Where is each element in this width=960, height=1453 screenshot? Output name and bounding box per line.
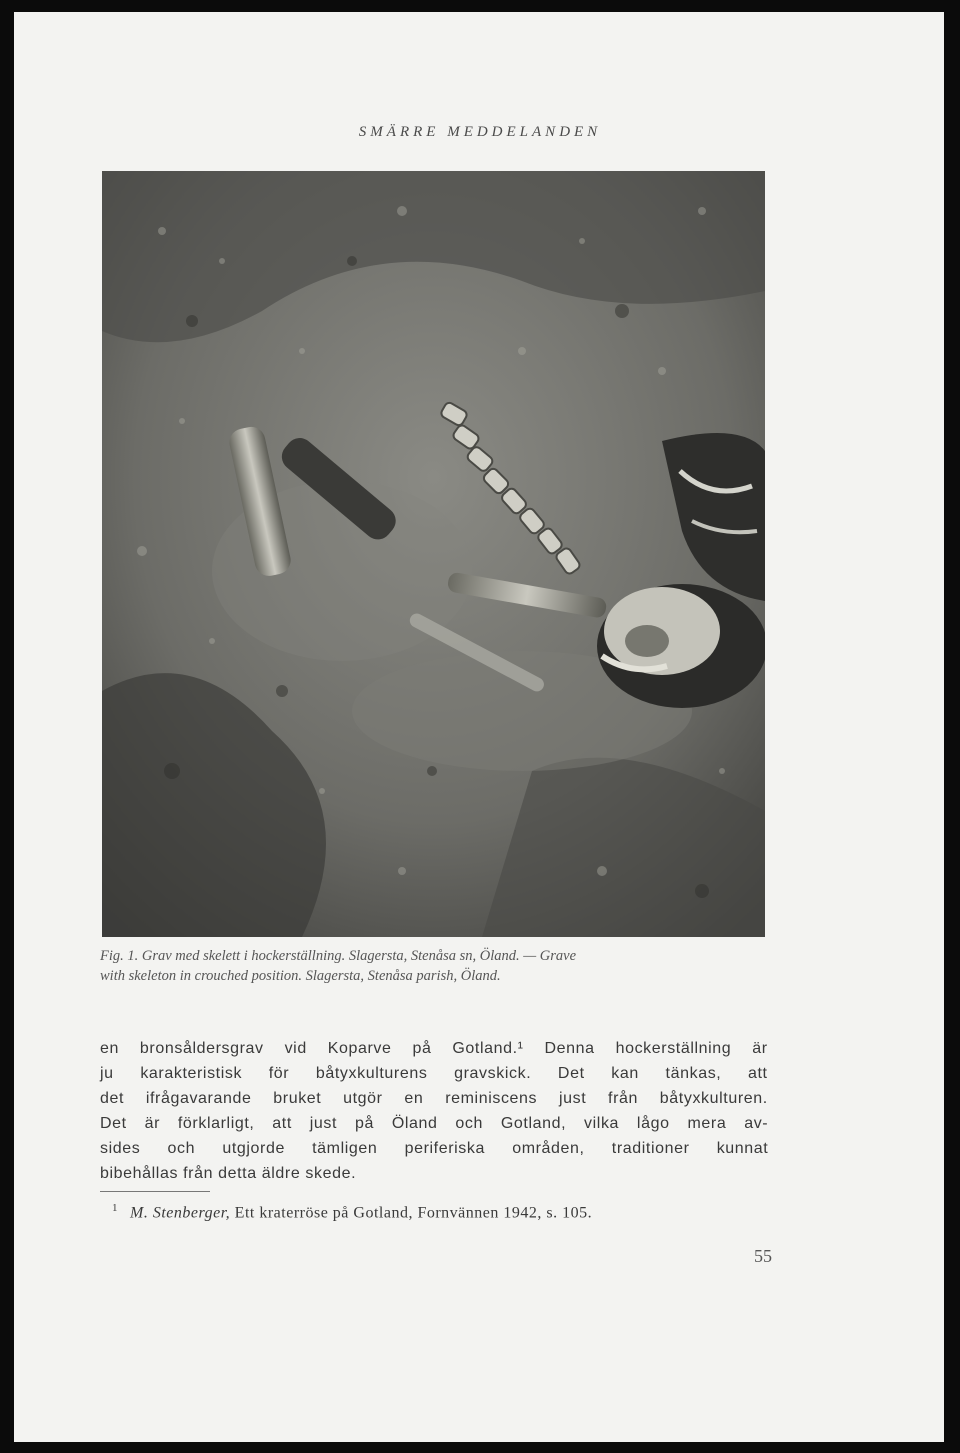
grave-photo-illustration [102,171,765,937]
caption-line-1: Fig. 1. Grav med skelett i hockerställning. Slagersta, Stenåsa sn, Öland. — Grave [100,948,577,964]
body-line-1: en bronsåldersgrav vid Koparve på Gotland.¹ Denna hockerställning är [100,1040,768,1057]
body-line [100,1086,768,1111]
footnote-mark: 1 [112,1202,118,1214]
figure-caption [100,946,768,986]
footnote-author: M. Stenberger, [130,1204,231,1222]
footnote [112,1202,772,1222]
body-line [100,1061,768,1086]
body-line [100,1111,768,1136]
body-line [100,1161,768,1186]
body-line-2: ju karakteristisk för båtyxkulturens gravskick. Det kan tänkas, att [100,1065,768,1082]
body-line-6: bibehållas från detta äldre skede. [100,1165,357,1182]
body-line-3: det ifrågavarande bruket utgör en reminiscens just från båtyxkulturen. [100,1090,768,1107]
body-line [100,1136,768,1161]
body-line [100,1036,768,1061]
figure-photo-skeleton-grave [102,171,765,937]
footnote-divider [100,1191,210,1192]
running-head: SMÄRRE MEDDELANDEN [358,124,602,140]
footnote-text: Ett kraterröse på Gotland, Fornvännen 1942, s. 105. [234,1204,593,1222]
body-paragraph [100,1036,768,1186]
body-line-5: sides och utgjorde tämligen periferiska områden, traditioner kunnat [100,1140,769,1157]
caption-line-2: with skeleton in crouched position. Slagersta, Stenåsa parish, Öland. [100,968,501,984]
body-line-4: Det är förklarligt, att just på Öland och Gotland, vilka lågo mera av- [100,1115,769,1132]
page-number: 55 [754,1246,772,1266]
